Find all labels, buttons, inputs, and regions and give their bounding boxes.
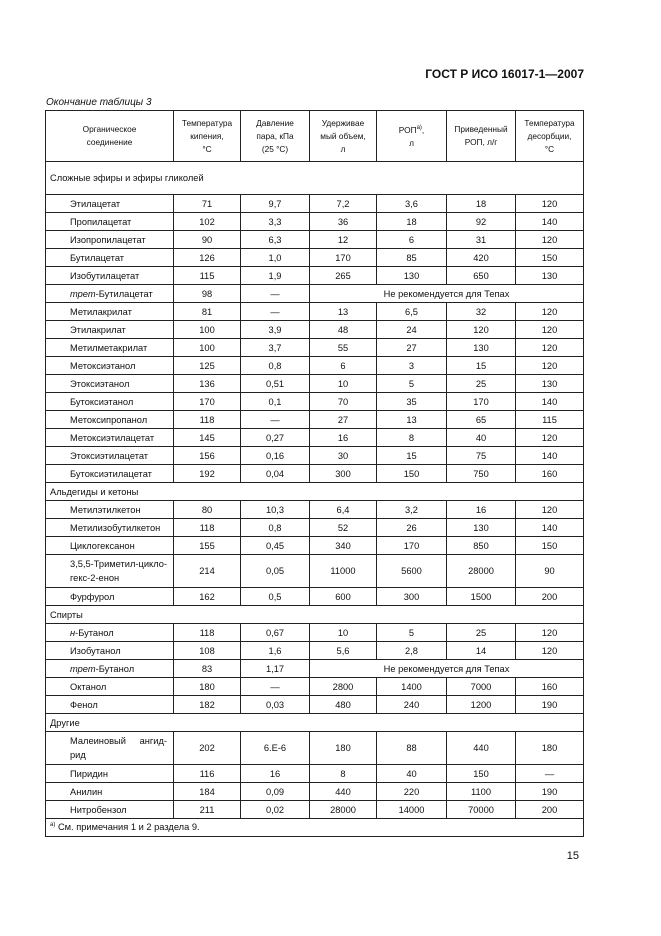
table-cell: 170	[174, 393, 241, 411]
table-cell: 0,51	[241, 375, 310, 393]
table-row	[46, 588, 584, 606]
table-row	[46, 465, 584, 483]
table-cell: 3	[377, 357, 447, 375]
table-cell: 36	[310, 213, 377, 231]
table-cell: 25	[447, 375, 516, 393]
table-cell: 200	[516, 588, 584, 606]
table-cell: 130	[447, 339, 516, 357]
table-cell: 13	[377, 411, 447, 429]
table-cell: 27	[310, 411, 377, 429]
table-cell: 3,3	[241, 213, 310, 231]
compound-name: Бутоксиэтанол	[46, 393, 174, 411]
table-cell: 0,16	[241, 447, 310, 465]
table-cell: 156	[174, 447, 241, 465]
header-breakthrough-volume: $РОП^{а)}$, л	[377, 111, 447, 162]
table-row	[46, 231, 584, 249]
table-cell: 240	[377, 696, 447, 714]
compound-name: Этоксиэтанол	[46, 375, 174, 393]
compound-name: Бутилацетат	[46, 249, 174, 267]
table-cell: 3,6	[377, 195, 447, 213]
table-row	[46, 195, 584, 213]
table-cell: 88	[377, 732, 447, 765]
compound-name: Малеиновый ангид-рид	[46, 732, 174, 765]
table-cell: 125	[174, 357, 241, 375]
table-cell: 100	[174, 339, 241, 357]
table-cell: 200	[516, 801, 584, 819]
table-cell: 170	[310, 249, 377, 267]
table-cell: 14000	[377, 801, 447, 819]
table-cell: 27	[377, 339, 447, 357]
table-cell: 192	[174, 465, 241, 483]
table-cell: 126	[174, 249, 241, 267]
table-cell: —	[241, 678, 310, 696]
table-cell: 180	[516, 732, 584, 765]
table-cell: 6,4	[310, 501, 377, 519]
table-header-row	[46, 111, 584, 162]
table-cell: 90	[174, 231, 241, 249]
table-cell: 145	[174, 429, 241, 447]
header-retention-volume: Удерживае мый объем, л	[310, 111, 377, 162]
table-row	[46, 696, 584, 714]
table-row	[46, 267, 584, 285]
table-cell: 30	[310, 447, 377, 465]
table-cell: —	[241, 303, 310, 321]
table-cell: 10	[310, 375, 377, 393]
table-row	[46, 213, 584, 231]
table-cell: 211	[174, 801, 241, 819]
table-cell: 3,9	[241, 321, 310, 339]
compound-name: Этоксиэтилацетат	[46, 447, 174, 465]
table-cell: 120	[516, 339, 584, 357]
table-row	[46, 732, 584, 765]
table-cell: 0,27	[241, 429, 310, 447]
table-cell: 162	[174, 588, 241, 606]
table-cell: 83	[174, 660, 241, 678]
table-cell: 150	[516, 249, 584, 267]
table-cell: 100	[174, 321, 241, 339]
table-row	[46, 501, 584, 519]
compound-name: Бутоксиэтилацетат	[46, 465, 174, 483]
table-cell: 3,7	[241, 339, 310, 357]
table-cell: 40	[377, 765, 447, 783]
table-cell: 600	[310, 588, 377, 606]
table-cell: 150	[447, 765, 516, 783]
table-cell: 115	[174, 267, 241, 285]
compound-name: Фурфурол	[46, 588, 174, 606]
table-cell: 1,0	[241, 249, 310, 267]
group-row	[46, 714, 584, 732]
table-row	[46, 624, 584, 642]
table-cell: 12	[310, 231, 377, 249]
compound-name: Пропилацетат	[46, 213, 174, 231]
table-row	[46, 411, 584, 429]
table-cell: 155	[174, 537, 241, 555]
table-cell: 16	[310, 429, 377, 447]
table-row	[46, 357, 584, 375]
data-table	[45, 110, 584, 837]
table-row	[46, 801, 584, 819]
table-cell: 102	[174, 213, 241, 231]
compound-name: Этилацетат	[46, 195, 174, 213]
table-cell: 120	[516, 195, 584, 213]
table-row	[46, 783, 584, 801]
table-cell: 6,5	[377, 303, 447, 321]
table-cell: 0,67	[241, 624, 310, 642]
table-cell: 140	[516, 519, 584, 537]
table-cell: 340	[310, 537, 377, 555]
table-row	[46, 393, 584, 411]
table-cell: 6,3	[241, 231, 310, 249]
table-cell: 120	[516, 642, 584, 660]
group-label: Альдегиды и кетоны	[46, 483, 584, 501]
table-cell: 180	[174, 678, 241, 696]
table-row	[46, 285, 584, 303]
page-number: 15	[566, 850, 579, 862]
table-row	[46, 537, 584, 555]
table-row	[46, 375, 584, 393]
footnote-mark: а)	[50, 822, 56, 829]
table-row	[46, 447, 584, 465]
table-cell: 8	[310, 765, 377, 783]
table-cell: 2,8	[377, 642, 447, 660]
table-cell: 65	[447, 411, 516, 429]
table-cell: 265	[310, 267, 377, 285]
table-cell: 108	[174, 642, 241, 660]
table-cell: 14	[447, 642, 516, 660]
table-cell: 70	[310, 393, 377, 411]
compound-name: Анилин	[46, 783, 174, 801]
table-cell: 1400	[377, 678, 447, 696]
compound-name: Изобутилацетат	[46, 267, 174, 285]
table-cell: 92	[447, 213, 516, 231]
table-row	[46, 519, 584, 537]
table-cell: 28000	[447, 555, 516, 588]
table-row	[46, 678, 584, 696]
header-vapour-pressure: Давление пара, кПа (25 °С)	[241, 111, 310, 162]
table-cell: 90	[516, 555, 584, 588]
table-cell: 6.Е-6	[241, 732, 310, 765]
table-cell: 850	[447, 537, 516, 555]
table-cell: 118	[174, 624, 241, 642]
compound-name: трет-Бутанол	[46, 660, 174, 678]
table-cell: 75	[447, 447, 516, 465]
footnote-text: См. примечания 1 и 2 раздела 9.	[57, 822, 200, 833]
table-cell: 0,03	[241, 696, 310, 714]
table-cell: 1,6	[241, 642, 310, 660]
table-cell: —	[241, 285, 310, 303]
group-row	[46, 162, 584, 195]
table-cell: 0,8	[241, 357, 310, 375]
compound-name: Метоксиэтилацетат	[46, 429, 174, 447]
table-cell: 1100	[447, 783, 516, 801]
table-cell: 85	[377, 249, 447, 267]
group-label: Сложные эфиры и эфиры гликолей	[46, 162, 584, 195]
table-row	[46, 321, 584, 339]
table-cell: 10	[310, 624, 377, 642]
table-cell: 140	[516, 447, 584, 465]
table-cell: 1500	[447, 588, 516, 606]
table-cell: 5	[377, 375, 447, 393]
table-cell: 118	[174, 411, 241, 429]
table-cell: 120	[516, 303, 584, 321]
table-cell: 130	[447, 519, 516, 537]
table-cell: 31	[447, 231, 516, 249]
compound-name: Метоксиэтанол	[46, 357, 174, 375]
table-cell: 11000	[310, 555, 377, 588]
table-cell: 202	[174, 732, 241, 765]
compound-name: Изопропилацетат	[46, 231, 174, 249]
table-cell: 32	[447, 303, 516, 321]
table-cell: 0,45	[241, 537, 310, 555]
compound-name: Октанол	[46, 678, 174, 696]
table-row	[46, 642, 584, 660]
table-cell: 25	[447, 624, 516, 642]
table-cell: 5600	[377, 555, 447, 588]
table-cell: 6	[377, 231, 447, 249]
compound-name: Метилизобутилкетон	[46, 519, 174, 537]
table-cell: 118	[174, 519, 241, 537]
table-cell: 71	[174, 195, 241, 213]
table-cell: 5	[377, 624, 447, 642]
table-cell: 150	[516, 537, 584, 555]
table-cell: 650	[447, 267, 516, 285]
table-cell: 120	[516, 624, 584, 642]
table-cell: 5,6	[310, 642, 377, 660]
table-cell: 0,1	[241, 393, 310, 411]
table-row	[46, 555, 584, 588]
table-cell: —	[516, 765, 584, 783]
table-cell: 18	[447, 195, 516, 213]
table-cell: 35	[377, 393, 447, 411]
table-cell: 140	[516, 213, 584, 231]
table-cell: 0,09	[241, 783, 310, 801]
table-cell: 0,04	[241, 465, 310, 483]
group-row	[46, 606, 584, 624]
table-cell: 10,3	[241, 501, 310, 519]
table-cell: 130	[377, 267, 447, 285]
table-cell: 750	[447, 465, 516, 483]
table-cell: 180	[310, 732, 377, 765]
table-cell: 0,5	[241, 588, 310, 606]
table-caption: Окончание таблицы 3	[46, 97, 152, 108]
table-cell: 440	[447, 732, 516, 765]
footnote-row	[46, 819, 584, 837]
table-cell: 115	[516, 411, 584, 429]
table-cell: 13	[310, 303, 377, 321]
header-boiling-point: Температура кипения, °С	[174, 111, 241, 162]
table-row	[46, 303, 584, 321]
table-cell: 120	[516, 231, 584, 249]
table-cell: 16	[241, 765, 310, 783]
table-row	[46, 429, 584, 447]
table-cell: 1,9	[241, 267, 310, 285]
table-cell: 120	[516, 429, 584, 447]
table-cell: 440	[310, 783, 377, 801]
table-row	[46, 660, 584, 678]
compound-name: н-Бутанол	[46, 624, 174, 642]
header-specific-breakthrough-volume: Приведенный РОП, л/г	[447, 111, 516, 162]
table-cell: 214	[174, 555, 241, 588]
table-cell: 182	[174, 696, 241, 714]
table-cell: 3,2	[377, 501, 447, 519]
compound-name: трет-Бутилацетат	[46, 285, 174, 303]
table-cell: 1,17	[241, 660, 310, 678]
table-row	[46, 339, 584, 357]
table-cell: 8	[377, 429, 447, 447]
table-cell: 98	[174, 285, 241, 303]
table-cell: 300	[377, 588, 447, 606]
table-cell: 220	[377, 783, 447, 801]
compound-name: Метоксипропанол	[46, 411, 174, 429]
table-cell: 136	[174, 375, 241, 393]
footnote	[46, 819, 584, 837]
compound-name: Фенол	[46, 696, 174, 714]
table-cell: 170	[377, 537, 447, 555]
table-cell: 15	[377, 447, 447, 465]
not-recommended-note: Не рекомендуется для Тепах	[310, 660, 584, 678]
table-cell: 24	[377, 321, 447, 339]
table-cell: 6	[310, 357, 377, 375]
table-cell: 7,2	[310, 195, 377, 213]
table-cell: 80	[174, 501, 241, 519]
table-cell: 7000	[447, 678, 516, 696]
table-cell: 160	[516, 678, 584, 696]
table-cell: 140	[516, 393, 584, 411]
table-cell: 120	[516, 357, 584, 375]
table-cell: 0,05	[241, 555, 310, 588]
compound-name: Метилэтилкетон	[46, 501, 174, 519]
table-cell: 130	[516, 375, 584, 393]
table-cell: 120	[516, 501, 584, 519]
table-cell: 52	[310, 519, 377, 537]
table-cell: 40	[447, 429, 516, 447]
table-cell: 120	[516, 321, 584, 339]
table-cell: 0,8	[241, 519, 310, 537]
table-cell: 15	[447, 357, 516, 375]
table-cell: 55	[310, 339, 377, 357]
table-cell: 116	[174, 765, 241, 783]
table-cell: 420	[447, 249, 516, 267]
table-row	[46, 765, 584, 783]
table-cell: 18	[377, 213, 447, 231]
group-row	[46, 483, 584, 501]
group-label: Другие	[46, 714, 584, 732]
table-cell: 16	[447, 501, 516, 519]
table-cell: 300	[310, 465, 377, 483]
table-cell: 150	[377, 465, 447, 483]
table-cell: 130	[516, 267, 584, 285]
table-cell: 26	[377, 519, 447, 537]
table-cell: 120	[447, 321, 516, 339]
table-cell: 170	[447, 393, 516, 411]
table-cell: 160	[516, 465, 584, 483]
table-cell: 9,7	[241, 195, 310, 213]
table-cell: 28000	[310, 801, 377, 819]
compound-name: 3,5,5-Триметил-цикло-гекс-2-енон	[46, 555, 174, 588]
compound-name: Нитробензол	[46, 801, 174, 819]
table-cell: 0,02	[241, 801, 310, 819]
not-recommended-note: Не рекомендуется для Тепах	[310, 285, 584, 303]
compound-name: Метилметакрилат	[46, 339, 174, 357]
compound-name: Изобутанол	[46, 642, 174, 660]
compound-name: Метилакрилат	[46, 303, 174, 321]
header-desorption-temperature: Температура десорбции, °С	[516, 111, 584, 162]
table-cell: 190	[516, 696, 584, 714]
table-cell: 480	[310, 696, 377, 714]
table-cell: 81	[174, 303, 241, 321]
table-cell: 184	[174, 783, 241, 801]
table-cell: 70000	[447, 801, 516, 819]
compound-name: Пиридин	[46, 765, 174, 783]
table-cell: 48	[310, 321, 377, 339]
table-row	[46, 249, 584, 267]
table-cell: 190	[516, 783, 584, 801]
compound-name: Этилакрилат	[46, 321, 174, 339]
table-cell: —	[241, 411, 310, 429]
group-label: Спирты	[46, 606, 584, 624]
header-compound: Органическое соединение	[46, 111, 174, 162]
table-cell: 1200	[447, 696, 516, 714]
document-code: ГОСТ Р ИСО 16017-1—2007	[425, 67, 584, 81]
compound-name: Циклогексанон	[46, 537, 174, 555]
table-cell: 2800	[310, 678, 377, 696]
